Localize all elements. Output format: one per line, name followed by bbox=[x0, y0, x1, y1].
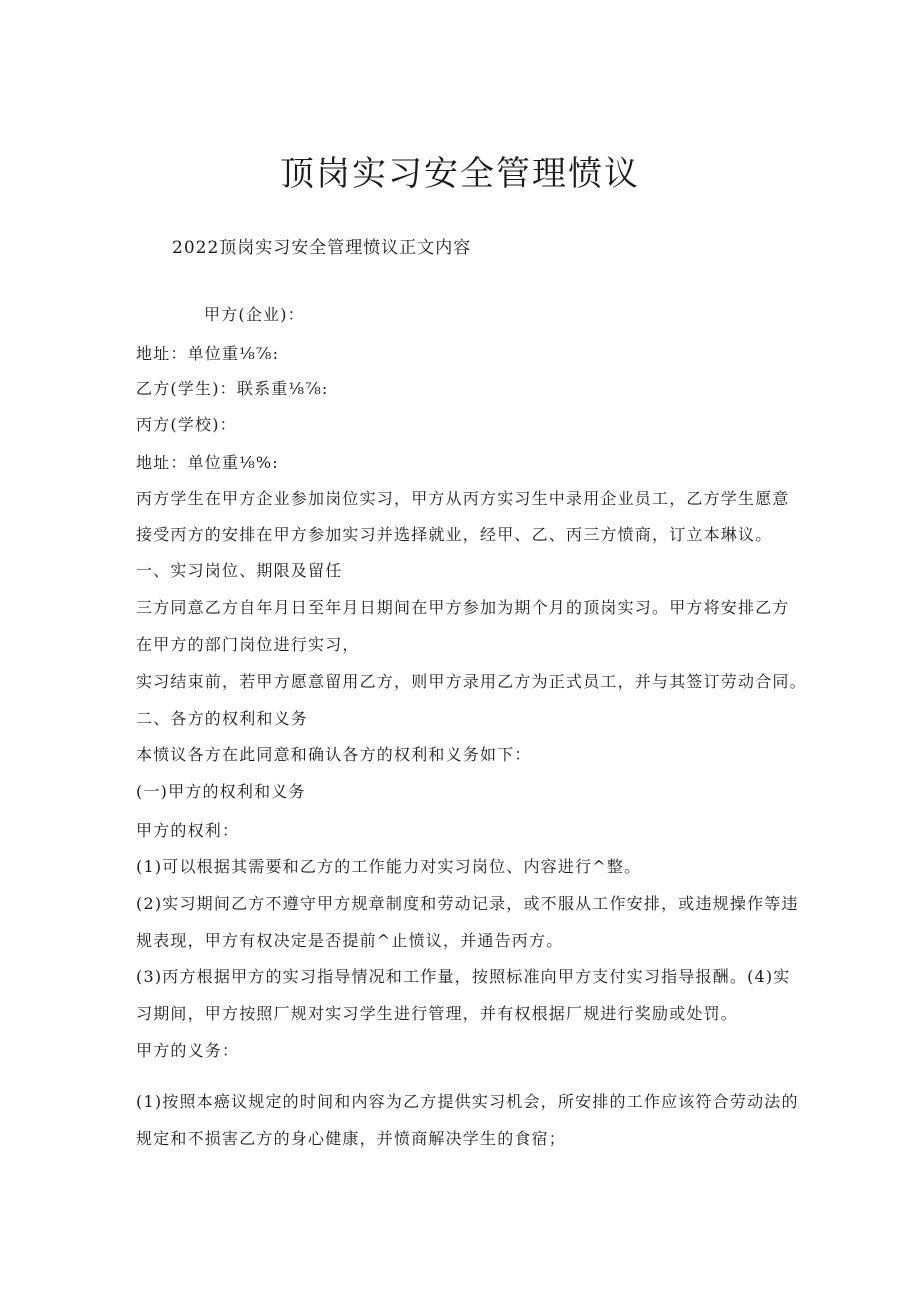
section-heading: 一、实习岗位、期限及留任 bbox=[136, 561, 343, 580]
party-c-line: 丙方(学校)： bbox=[136, 415, 237, 434]
list-item-continuation: 规定和不损害乙方的身心健康，并愤商解决学生的食宿； bbox=[136, 1129, 567, 1148]
subsection-heading: (一)甲方的权利和义务 bbox=[136, 782, 306, 801]
party-a-line: 甲方(企业)： bbox=[204, 305, 305, 324]
paragraph-line: 三方同意乙方自年月日至年月日期间在甲方参加为期个月的顶岗实习。甲方将安排乙方 bbox=[136, 598, 790, 617]
party-c-address-line: 地址：单位重⅛%: bbox=[136, 453, 279, 472]
list-item: (3)丙方根据甲方的实习指导情况和工作量，按照标准向甲方支付实习指导报酬。(4)实 bbox=[136, 967, 791, 986]
paragraph-line: 接受丙方的安排在甲方参加实习并选择就业，经甲、乙、丙三方愤商，订立本琳议。 bbox=[136, 525, 773, 544]
party-b-line: 乙方(学生)：联系重⅛⅞: bbox=[136, 379, 329, 398]
paragraph-line: 甲方的义务： bbox=[136, 1041, 240, 1060]
list-item: (1)按照本癌议规定的时间和内容为乙方提供实习机会，所安排的工作应该符合劳动法的 bbox=[136, 1092, 799, 1111]
list-item-continuation: 习期间，甲方按照厂规对实习学生进行管理，并有权根据厂规进行奖励或处罚。 bbox=[136, 1004, 739, 1023]
paragraph-line: 实习结束前，若甲方愿意留用乙方，则甲方录用乙方为正式员工，并与其签订劳动合同。 bbox=[136, 672, 807, 691]
list-item: (1)可以根据其需要和乙方的工作能力对实习岗位、内容进行^整。 bbox=[136, 857, 642, 876]
document-subtitle: 2022顶岗实习安全管理愤议正文内容 bbox=[172, 238, 472, 258]
paragraph-line: 甲方的权利： bbox=[136, 821, 240, 840]
party-a-address-line: 地址：单位重⅛⅞: bbox=[136, 344, 280, 363]
paragraph-line: 丙方学生在甲方企业参加岗位实习，甲方从丙方实习生中录用企业员工，乙方学生愿意 bbox=[136, 489, 790, 508]
document-title: 顶岗实习安全管理愤议 bbox=[280, 154, 640, 194]
list-item: (2)实习期间乙方不遵守甲方规章制度和劳动记录，或不服从工作安排，或违规操作等违 bbox=[136, 894, 799, 913]
list-item-continuation: 规表现，甲方有权决定是否提前^止愤议，并通告丙方。 bbox=[136, 931, 564, 950]
paragraph-line: 在甲方的部门岗位进行实习， bbox=[136, 635, 360, 654]
section-heading: 二、各方的权利和义务 bbox=[136, 709, 309, 728]
paragraph-line: 本愤议各方在此同意和确认各方的权利和义务如下： bbox=[136, 745, 532, 764]
